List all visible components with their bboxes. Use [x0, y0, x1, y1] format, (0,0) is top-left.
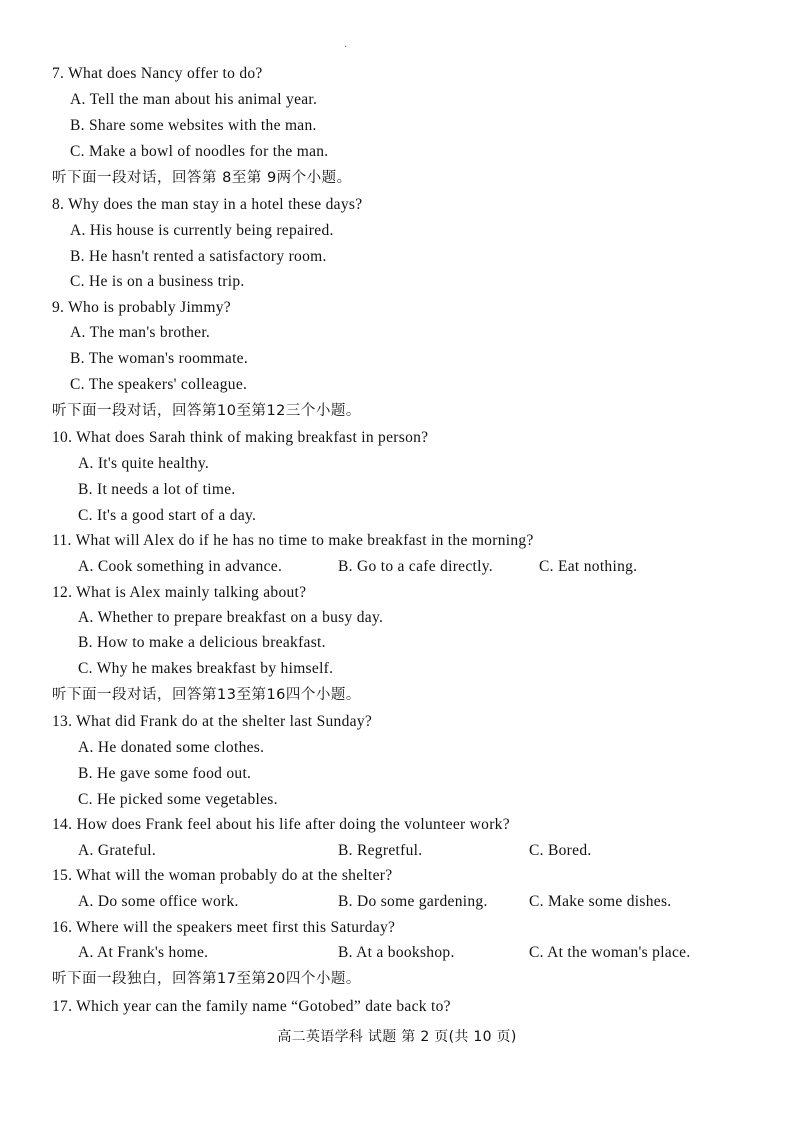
question-15-option-a: A. Do some office work.	[78, 893, 239, 910]
question-10-stem: 10. What does Sarah think of making breakfast in person?	[52, 429, 429, 446]
question-9-option-a: A. The man's brother.	[70, 324, 211, 341]
page-mark: ·	[344, 42, 348, 53]
question-16-option-c: C. At the woman's place.	[529, 944, 691, 961]
question-15-option-c: C. Make some dishes.	[529, 893, 672, 910]
question-15-option-b: B. Do some gardening.	[338, 893, 488, 910]
question-16-option-a: A. At Frank's home.	[78, 944, 209, 961]
question-10-option-b: B. It needs a lot of time.	[78, 481, 236, 498]
question-7-option-b: B. Share some websites with the man.	[70, 117, 317, 134]
question-14-option-c: C. Bored.	[529, 842, 592, 859]
question-7-stem: 7. What does Nancy offer to do?	[52, 65, 263, 82]
question-11-option-a: A. Cook something in advance.	[78, 558, 283, 575]
question-13-option-c: C. He picked some vegetables.	[78, 791, 278, 808]
question-14-stem: 14. How does Frank feel about his life after doing the volunteer work?	[52, 816, 510, 833]
question-7-option-c: C. Make a bowl of noodles for the man.	[70, 143, 329, 160]
question-13-option-b: B. He gave some food out.	[78, 765, 252, 782]
question-8-stem: 8. Why does the man stay in a hotel these days?	[52, 196, 363, 213]
question-15-stem: 15. What will the woman probably do at the shelter?	[52, 867, 393, 884]
question-12-option-c: C. Why he makes breakfast by himself.	[78, 660, 334, 677]
question-9-option-c: C. The speakers' colleague.	[70, 376, 248, 393]
question-14-option-b: B. Regretful.	[338, 842, 423, 859]
question-8-option-a: A. His house is currently being repaired.	[70, 222, 334, 239]
question-16-option-b: B. At a bookshop.	[338, 944, 455, 961]
question-7-option-a: A. Tell the man about his animal year.	[70, 91, 318, 108]
question-14-option-a: A. Grateful.	[78, 842, 157, 859]
question-12-stem: 12. What is Alex mainly talking about?	[52, 584, 307, 601]
question-8-option-c: C. He is on a business trip.	[70, 273, 245, 290]
question-13-stem: 13. What did Frank do at the shelter last Sunday?	[52, 713, 373, 730]
question-13-option-a: A. He donated some clothes.	[78, 739, 265, 756]
question-11-stem: 11. What will Alex do if he has no time to make breakfast in the morning?	[52, 532, 534, 549]
direction-17-20: 听下面一段独白，回答第17至第20四个小题。	[52, 971, 361, 987]
question-9-option-b: B. The woman's roommate.	[70, 350, 249, 367]
question-17-stem: 17. Which year can the family name “Gotobed” date back to?	[52, 998, 451, 1015]
question-12-option-b: B. How to make a delicious breakfast.	[78, 634, 326, 651]
question-16-stem: 16. Where will the speakers meet first this Saturday?	[52, 919, 396, 936]
question-11-option-b: B. Go to a cafe directly.	[338, 558, 493, 575]
question-11-option-c: C. Eat nothing.	[539, 558, 638, 575]
page-footer: 高二英语学科 试题 第 2 页(共 10 页)	[277, 1029, 517, 1045]
direction-10-12: 听下面一段对话，回答第10至第12三个小题。	[52, 403, 361, 419]
direction-13-16: 听下面一段对话，回答第13至第16四个小题。	[52, 687, 361, 703]
question-12-option-a: A. Whether to prepare breakfast on a busy day.	[78, 609, 384, 626]
direction-8-9: 听下面一段对话，回答第 8至第 9两个小题。	[52, 170, 352, 186]
question-10-option-a: A. It's quite healthy.	[78, 455, 210, 472]
question-8-option-b: B. He hasn't rented a satisfactory room.	[70, 248, 327, 265]
question-10-option-c: C. It's a good start of a day.	[78, 507, 257, 524]
question-9-stem: 9. Who is probably Jimmy?	[52, 299, 231, 316]
